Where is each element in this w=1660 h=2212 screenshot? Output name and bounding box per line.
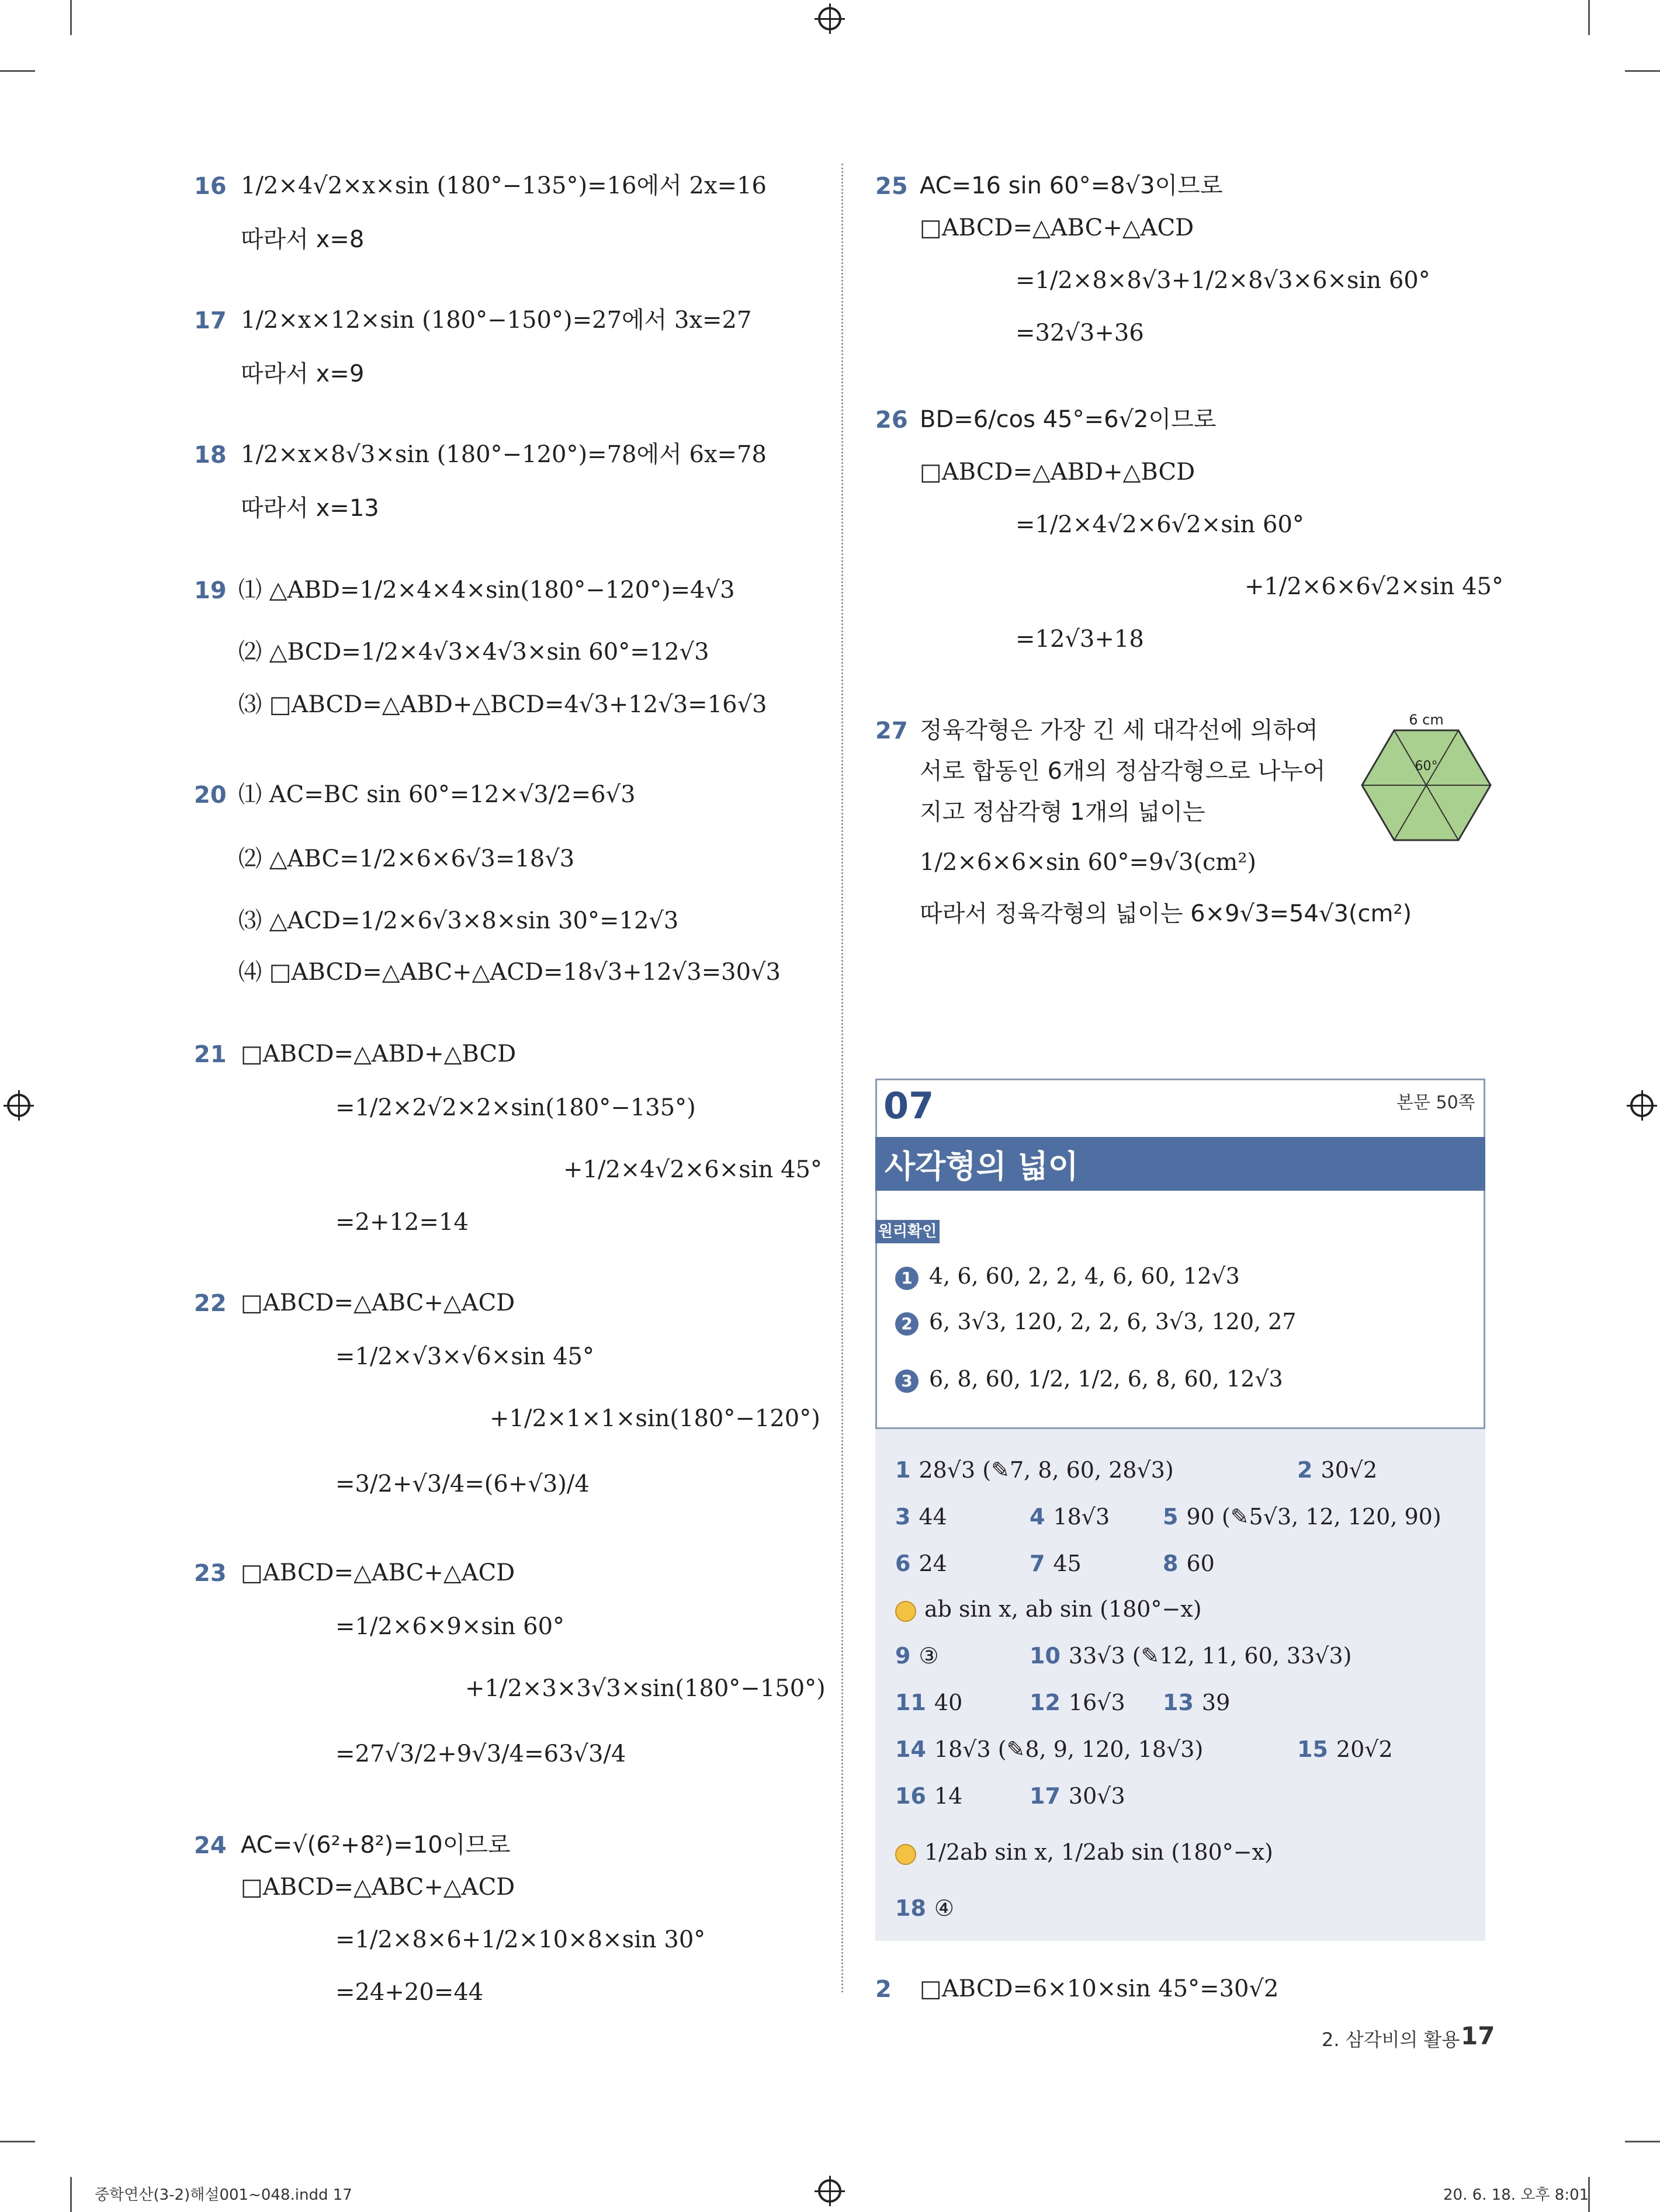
principle-text: 6, 3√3, 120, 2, 2, 6, 3√3, 120, 27 <box>929 1309 1297 1334</box>
registration-mark-icon <box>7 1094 30 1117</box>
circled-number-icon: 3 <box>895 1370 919 1393</box>
answer-item: 12 16√3 <box>1030 1690 1125 1715</box>
principle-tag: 원리확인 <box>875 1220 940 1243</box>
solution-line: =3/2+√3/4=(6+√3)/4 <box>335 1471 590 1497</box>
solution-line: AC=16 sin 60°=8√3이므로 <box>920 172 1223 199</box>
solution-line: +1/2×3×3√3×sin(180°−150°) <box>465 1675 826 1702</box>
column-divider <box>841 164 843 1992</box>
side-label: 6 cm <box>1409 714 1444 728</box>
solution-line: 1/2×x×12×sin (180°−150°)=27에서 3x=27 <box>241 307 752 334</box>
solution-line: □ABCD=△ABC+△ACD <box>241 1559 515 1586</box>
answer-item: 11 40 <box>895 1690 963 1715</box>
print-slug-file: 중학연산(3-2)해설001~048.indd 17 <box>95 2186 352 2204</box>
solution-line: □ABCD=△ABC+△ACD <box>241 1289 515 1316</box>
angle-label: 60° <box>1415 759 1438 774</box>
solution-line: □ABCD=△ABC+△ACD <box>241 1874 515 1901</box>
solution-line: +1/2×4√2×6×sin 45° <box>563 1156 822 1183</box>
solution-line: 1/2×4√2×x×sin (180°−135°)=16에서 2x=16 <box>241 172 767 199</box>
answer-item: 13 39 <box>1163 1690 1231 1715</box>
answer-item: 18 ④ <box>895 1895 954 1921</box>
problem-number: 24 <box>194 1832 227 1859</box>
solution-line: BD=6/cos 45°=6√2이므로 <box>920 406 1217 433</box>
solution-line: =1/2×4√2×6√2×sin 60° <box>1016 511 1304 538</box>
answer-item: 7 45 <box>1030 1551 1082 1576</box>
problem-number: 22 <box>194 1290 227 1317</box>
answer-item: 1/2ab sin x, 1/2ab sin (180°−x) <box>895 1839 1273 1865</box>
crop-mark <box>70 2177 72 2212</box>
answer-item: 10 33√3 (✎12, 11, 60, 33√3) <box>1030 1643 1352 1669</box>
problem-number: 23 <box>194 1560 227 1587</box>
problem-number: 16 <box>194 173 227 200</box>
crop-mark <box>0 70 35 72</box>
section-title: 사각형의 넓이 <box>885 1148 1079 1185</box>
print-slug-date: 20. 6. 18. 오후 8:01 <box>1443 2186 1589 2204</box>
principle-item <box>895 1309 1297 1336</box>
solution-line: 따라서 정육각형의 넓이는 6×9√3=54√3(cm²) <box>920 900 1412 927</box>
answer-item: 5 90 (✎5√3, 12, 120, 90) <box>1163 1504 1441 1530</box>
solution-line: ⑵ △BCD=1/2×4√3×4√3×sin 60°=12√3 <box>238 639 709 665</box>
smile-icon <box>895 1601 916 1622</box>
solution-line: □ABCD=△ABC+△ACD <box>920 214 1194 241</box>
crop-mark <box>1625 2141 1660 2142</box>
solution-line: ⑷ □ABCD=△ABC+△ACD=18√3+12√3=30√3 <box>238 959 781 986</box>
solution-line: +1/2×1×1×sin(180°−120°) <box>490 1405 820 1432</box>
solution-line: 1/2×x×8√3×sin (180°−120°)=78에서 6x=78 <box>241 441 767 468</box>
section-reference: 본문 50쪽 <box>1396 1093 1475 1113</box>
answer-item: 14 18√3 (✎8, 9, 120, 18√3) <box>895 1736 1204 1762</box>
crop-mark <box>0 2141 35 2142</box>
solution-line: 따라서 x=8 <box>241 226 365 253</box>
hexagon-figure <box>1359 714 1493 850</box>
solution-line: =1/2×6×9×sin 60° <box>335 1613 565 1640</box>
solution-line: ⑶ □ABCD=△ABD+△BCD=4√3+12√3=16√3 <box>238 691 767 718</box>
problem-number: 19 <box>194 577 227 604</box>
problem-number: 17 <box>194 307 227 334</box>
answer-item: 1 28√3 (✎7, 8, 60, 28√3) <box>895 1457 1174 1483</box>
circled-number-icon: 1 <box>895 1267 919 1290</box>
problem-number: 27 <box>875 717 908 744</box>
solution-line: AC=√(6²+8²)=10이므로 <box>241 1832 511 1859</box>
solution-line: =1/2×√3×√6×sin 45° <box>335 1343 595 1370</box>
problem-number: 2 <box>875 1976 892 2003</box>
solution-line: 따라서 x=9 <box>241 360 365 387</box>
solution-line: =2+12=14 <box>335 1209 469 1236</box>
answer-item: 15 20√2 <box>1297 1736 1393 1762</box>
solution-line: =27√3/2+9√3/4=63√3/4 <box>335 1741 626 1767</box>
principle-item <box>895 1366 1283 1393</box>
chapter-label: 2. 삼각비의 활용 <box>1322 2029 1460 2051</box>
solution-line: 서로 합동인 6개의 정삼각형으로 나누어 <box>920 758 1326 785</box>
solution-line: 정육각형은 가장 긴 세 대각선에 의하여 <box>920 717 1318 744</box>
registration-mark-icon <box>818 2179 841 2203</box>
solution-line: =24+20=44 <box>335 1979 484 2006</box>
smile-icon <box>895 1844 916 1865</box>
answer-item: 16 14 <box>895 1783 963 1809</box>
principle-item <box>895 1263 1240 1290</box>
solution-line: 1/2×6×6×sin 60°=9√3(cm²) <box>920 849 1256 876</box>
problem-number: 18 <box>194 442 227 469</box>
section-number: 07 <box>883 1084 934 1127</box>
crop-mark <box>70 0 72 35</box>
solution-line: =12√3+18 <box>1016 626 1144 653</box>
solution-line: ⑶ △ACD=1/2×6√3×8×sin 30°=12√3 <box>238 907 679 934</box>
answer-item: 17 30√3 <box>1030 1783 1125 1809</box>
answer-item: 6 24 <box>895 1551 947 1576</box>
solution-line: =32√3+36 <box>1016 320 1144 346</box>
circled-number-icon: 2 <box>895 1312 919 1336</box>
problem-number: 20 <box>194 782 227 809</box>
crop-mark <box>1588 0 1590 35</box>
solution-line: +1/2×6×6√2×sin 45° <box>1245 573 1503 600</box>
solution-line: □ABCD=6×10×sin 45°=30√2 <box>920 1975 1279 2002</box>
answer-item: 3 44 <box>895 1504 947 1530</box>
solution-line: ⑵ △ABC=1/2×6×6√3=18√3 <box>238 845 575 872</box>
page-number: 17 <box>1461 2022 1495 2050</box>
solution-line: =1/2×8×8√3+1/2×8√3×6×sin 60° <box>1016 267 1430 294</box>
answer-item: 9 ③ <box>895 1643 939 1669</box>
solution-line: =1/2×8×6+1/2×10×8×sin 30° <box>335 1926 706 1953</box>
answer-item: 2 30√2 <box>1297 1457 1378 1483</box>
crop-mark <box>1625 70 1660 72</box>
registration-mark-icon <box>1630 1094 1654 1117</box>
solution-line: ⑴ △ABD=1/2×4×4×sin(180°−120°)=4√3 <box>238 577 735 604</box>
answer-item: 8 60 <box>1163 1551 1215 1576</box>
solution-line: 따라서 x=13 <box>241 495 379 522</box>
problem-number: 26 <box>875 407 908 434</box>
solution-line: □ABCD=△ABD+△BCD <box>920 459 1195 486</box>
registration-mark-icon <box>818 7 841 30</box>
problem-number: 21 <box>194 1041 227 1068</box>
problem-number: 25 <box>875 173 908 200</box>
answer-item: ab sin x, ab sin (180°−x) <box>895 1596 1202 1622</box>
solution-line: □ABCD=△ABD+△BCD <box>241 1041 517 1067</box>
answer-item: 4 18√3 <box>1030 1504 1110 1530</box>
principle-text: 6, 8, 60, 1/2, 1/2, 6, 8, 60, 12√3 <box>929 1366 1283 1392</box>
principle-text: 4, 6, 60, 2, 2, 4, 6, 60, 12√3 <box>929 1263 1240 1289</box>
solution-line: ⑴ AC=BC sin 60°=12×√3/2=6√3 <box>238 781 636 808</box>
solution-line: 지고 정삼각형 1개의 넓이는 <box>920 799 1205 826</box>
solution-line: =1/2×2√2×2×sin(180°−135°) <box>335 1094 696 1121</box>
